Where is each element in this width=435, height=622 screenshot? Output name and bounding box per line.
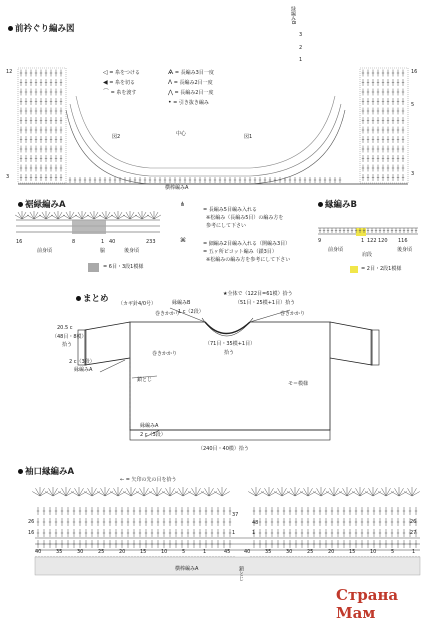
dc2tog-icon: Λ (168, 79, 173, 86)
cuff-bottom-num: 40 (244, 549, 251, 555)
row-mark: 12 (6, 69, 13, 75)
assembly-hem-edge: 縁編みA (140, 423, 159, 429)
cuff-num: 16 (28, 530, 35, 536)
cuff-bottom-num: 15 (349, 549, 356, 555)
edgingB-label-back: 後身頃 (397, 247, 413, 253)
dc2tog-alt-icon: ⋀ (168, 89, 173, 96)
cuff-bottom-num: 20 (119, 549, 126, 555)
cuff-bottom-num: 30 (286, 549, 293, 555)
row-mark: 16 (411, 69, 418, 75)
edgingB-num: 9 (318, 238, 322, 244)
hem-note: = 6目・3段1模様 (103, 264, 144, 270)
assembly-pattern: モ＝模様 (288, 381, 309, 387)
edging-b-vertical-label: 緑編みB (290, 6, 296, 25)
cuff-num: 26 (28, 519, 35, 525)
row-mark: 5 (411, 102, 415, 108)
hem-pattern-repeat (72, 220, 106, 234)
cuff-stitch-count-row (35, 550, 420, 557)
bottom-label: 横棒編みA (165, 185, 189, 191)
assembly-section-title (76, 292, 109, 304)
legend-item: ⋀ = 長編み2目一度 (168, 89, 214, 96)
hem-title-text: 裾緑編みA (25, 200, 66, 210)
cuff-bottom-num: 10 (161, 549, 168, 555)
cuff-join-label: 鎖とじ (238, 566, 244, 581)
cuff-bottom-num: 25 (307, 549, 314, 555)
cuff-num: 48 (252, 520, 259, 526)
hem-num: 40 (109, 239, 116, 245)
assembly-start: 巻きかかり (152, 351, 178, 357)
hem-legend-text: = 長編み5目編み入れる (203, 207, 257, 213)
assembly-neck-pick: （71目・35模+1目） (205, 341, 256, 347)
cuff-note: ← = 矢印の先の目を拾う (120, 477, 177, 483)
arc-icon: ⌒ (103, 89, 110, 96)
legend-item: ◀ = 糸を切る (103, 79, 135, 86)
hem-num: 1 (101, 239, 105, 245)
center-label: 中心 (176, 131, 187, 137)
edgingB-pattern-repeat (356, 228, 366, 236)
picot-icon: ⌘ (180, 237, 186, 244)
assembly-chain: 鎖とじ (137, 377, 153, 383)
legend-item: Ѧ = 長編み3目一度 (168, 69, 214, 76)
shell-stitch-icon: ⋔ (180, 201, 186, 208)
assembly-b-pick: （51目・25模+1目）拾う (235, 300, 296, 306)
cuff-bottom-num: 5 (391, 549, 395, 555)
edgingB-repeat-swatch (350, 266, 358, 273)
cuff-bottom-num: 40 (35, 549, 42, 555)
figure-label: 図2 (112, 134, 121, 140)
bullet-icon (76, 296, 81, 301)
assembly-hem-pick: （240目・40模）拾う (198, 446, 249, 452)
row-mark: 3 (411, 171, 415, 177)
cuff-bottom-num: 35 (265, 549, 272, 555)
cuff-bottom-num: 10 (370, 549, 377, 555)
edgingB-label-front: 前身頃 (328, 247, 344, 253)
legend-item: ⌒ = 糸を渡す (103, 89, 137, 96)
row-mark: 3 (299, 32, 303, 38)
edgingB-section-title (318, 198, 357, 210)
neckline-section-title (8, 22, 75, 34)
arrow-left-icon: ◁ (103, 69, 108, 76)
assembly-start: 巻きかかり (155, 311, 181, 317)
assembly-neck-pick: 拾う (224, 350, 235, 356)
edgingB-num: 116 (398, 238, 408, 244)
assembly-start: 巻きかかり (280, 311, 306, 317)
hook-size: （カギ針4/0号） (118, 301, 157, 307)
assembly-cuff-rows: 2 c（3段） (69, 359, 95, 365)
cuff-bottom-num: 5 (182, 549, 186, 555)
edgingB-label-shoulder: 肩段 (362, 252, 373, 258)
bullet-icon (318, 202, 323, 207)
cuff-base-band (35, 557, 420, 575)
slip-stitch-icon: • (168, 99, 172, 106)
hem-legend-text: = 五ヶ所ピコット編み（鎖3目） (203, 249, 277, 255)
assembly-sleeve-pick: 拾う (62, 342, 73, 348)
cuff-bottom-num: 1 (203, 549, 207, 555)
cuff-bottom-num: 20 (328, 549, 335, 555)
cuff-title-text: 袖口縁編みA (25, 467, 75, 477)
bullet-icon (18, 202, 23, 207)
hem-legend-text: = 細編み2目編み入れる（開編み3目） (203, 241, 291, 247)
hem-label-front: 前身頃 (37, 248, 53, 254)
bullet-icon (8, 26, 13, 31)
legend-item: ◁ = 糸をつける (103, 69, 140, 76)
assembly-cuff-edge: 縁編みA (74, 367, 93, 373)
arrow-filled-icon: ◀ (103, 79, 108, 86)
figure-label: 図1 (244, 134, 253, 140)
hem-num: 8 (72, 239, 76, 245)
cuff-bottom-num: 15 (140, 549, 147, 555)
cuff-num: 26 (410, 519, 417, 525)
edgingB-title-text: 縁編みB (325, 200, 357, 210)
cuff-num: 27 (410, 530, 417, 536)
assembly-edging-b: 縁編みB (172, 300, 191, 306)
watermark: Страна Мам (336, 586, 399, 622)
hem-label-side: 脇 (100, 248, 106, 254)
cuff-bottom-num: 35 (56, 549, 63, 555)
hem-repeat-swatch (88, 263, 99, 272)
neckline-title-text: 前衿ぐり編み図 (15, 24, 75, 34)
row-mark: 1 (299, 57, 303, 63)
edgingB-num: 1 (361, 238, 365, 244)
assembly-title-text: まとめ (83, 294, 109, 304)
bullet-icon (18, 469, 23, 474)
cuff-num: 1 (252, 530, 256, 536)
edgingB-note: = 2目・2段1模様 (361, 266, 402, 272)
hem-legend-text: ※松編みの編み方を参考にして下さい (206, 257, 291, 263)
assembly-b-rows: 1 c（2段） (178, 309, 204, 315)
assembly-note: ★全体で（122目=61模）拾う (223, 291, 293, 297)
cuff-num: 37 (232, 512, 239, 518)
assembly-hem-rows: 2 c（3段） (140, 432, 166, 438)
row-mark: 2 (299, 45, 303, 51)
cuff-bottom-num: 45 (224, 549, 231, 555)
hem-num: 233 (146, 239, 156, 245)
cuff-bottom-label: 横棒編みA (175, 566, 199, 572)
cuff-num: 1 (232, 530, 236, 536)
cuff-bottom-num: 30 (77, 549, 84, 555)
legend-item: Λ = 長編み2目一度 (168, 79, 213, 86)
cuff-bottom-num: 1 (412, 549, 416, 555)
assembly-sleeve-pick: （48目・8模） (52, 334, 87, 340)
edgingB-num: 120 (378, 238, 388, 244)
hem-section-title (18, 198, 66, 210)
hem-num: 16 (16, 239, 23, 245)
hem-label-back: 後身頃 (124, 248, 140, 254)
hem-legend-text: 参考にして下さい (206, 223, 247, 229)
neckline-left-panel (18, 68, 66, 183)
cuff-section-title (18, 465, 74, 477)
row-mark: 3 (6, 174, 10, 180)
legend-item: • = 引き抜き編み (168, 99, 209, 106)
edgingB-num: 122 (367, 238, 377, 244)
hem-legend-text: ※松編み（長編み5目）の編み方を (206, 215, 284, 221)
assembly-sleeve-cm: 20.5 c (57, 325, 73, 331)
dc3tog-icon: Ѧ (168, 69, 174, 76)
cuff-bottom-num: 25 (98, 549, 105, 555)
